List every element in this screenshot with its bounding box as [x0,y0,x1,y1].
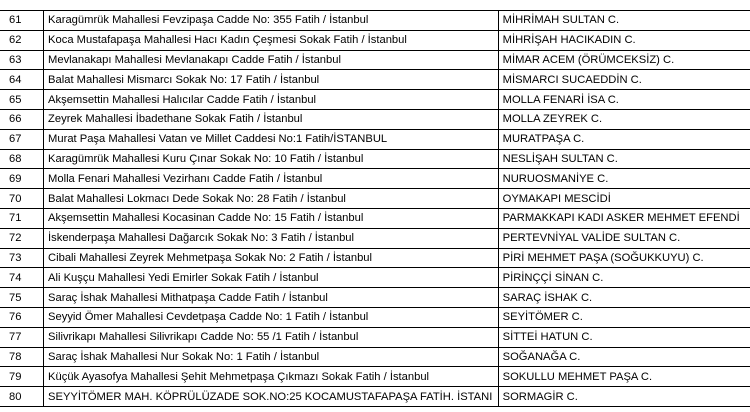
address-cell[interactable]: Murat Paşa Mahallesi Vatan ve Millet Caddesi No:1 Fatih/İSTANBUL [44,129,499,149]
mosque-name-cell[interactable]: MİHRİŞAH HACIKADIN C. [498,30,750,50]
address-cell[interactable]: Silivrikapı Mahallesi Silivrikapı Cadde No: 55 /1 Fatih / İstanbul [44,327,499,347]
table-row[interactable] [0,90,750,110]
address-cell[interactable]: Ali Kuşçu Mahallesi Yedi Emirler Sokak Fatih / İstanbul [44,268,499,288]
address-cell[interactable]: Cibali Mahallesi Zeyrek Mehmetpaşa Sokak No: 2 Fatih / İstanbul [44,248,499,268]
row-number-cell[interactable]: 63 [0,50,44,70]
mosque-name-cell[interactable]: PİRİNÇÇİ SİNAN C. [498,268,750,288]
table-row[interactable] [0,109,750,129]
row-number-cell[interactable]: 69 [0,169,44,189]
mosque-name-cell[interactable]: PERTEVNİYAL VALİDE SULTAN C. [498,228,750,248]
mosque-name-cell[interactable]: NESLİŞAH SULTAN C. [498,149,750,169]
table-row[interactable] [0,387,750,407]
address-cell[interactable]: SEYYİTÖMER MAH. KÖPRÜLÜZADE SOK.NO:25 KOCAMUSTAFAPAŞA FATİH. İSTANI [44,387,499,407]
row-number-cell[interactable]: 78 [0,347,44,367]
table-row[interactable] [0,347,750,367]
address-cell[interactable]: Karagümrük Mahallesi Fevzipaşa Cadde No: 355 Fatih / İstanbul [44,11,499,31]
mosque-name-cell[interactable]: PARMAKKAPI KADI ASKER MEHMET EFENDİ [498,208,750,228]
row-number-cell[interactable]: 67 [0,129,44,149]
address-cell[interactable]: Koca Mustafapaşa Mahallesi Hacı Kadın Çeşmesi Sokak Fatih / İstanbul [44,30,499,50]
address-cell[interactable]: Küçük Ayasofya Mahallesi Şehit Mehmetpaşa Çıkmazı Sokak Fatih / İstanbul [44,367,499,387]
row-number-cell[interactable]: 75 [0,288,44,308]
table-row[interactable] [0,268,750,288]
row-number-cell[interactable]: 71 [0,208,44,228]
row-number-cell[interactable]: 70 [0,189,44,209]
row-number-cell[interactable]: 79 [0,367,44,387]
mosque-name-cell[interactable]: MİHRİMAH SULTAN C. [498,11,750,31]
address-cell[interactable]: Molla Fenari Mahallesi Vezirhanı Cadde Fatih / İstanbul [44,169,499,189]
row-number-cell[interactable]: 64 [0,70,44,90]
mosque-name-cell[interactable]: SOKULLU MEHMET PAŞA C. [498,367,750,387]
row-number-cell[interactable]: 61 [0,11,44,31]
address-cell[interactable]: Mevlanakapı Mahallesi Mevlanakapı Cadde Fatih / İstanbul [44,50,499,70]
mosque-name-cell[interactable]: MOLLA FENARİ İSA C. [498,90,750,110]
mosque-name-cell[interactable]: SOĞANAĞA C. [498,347,750,367]
address-cell[interactable]: Karagümrük Mahallesi Kuru Çınar Sokak No: 10 Fatih / İstanbul [44,149,499,169]
row-number-cell[interactable]: 73 [0,248,44,268]
mosque-name-cell[interactable]: PİRİ MEHMET PAŞA (SOĞUKKUYU) C. [498,248,750,268]
table-row[interactable] [0,70,750,90]
table-row[interactable] [0,50,750,70]
row-number-cell[interactable]: 68 [0,149,44,169]
mosque-name-cell[interactable]: MOLLA ZEYREK C. [498,109,750,129]
row-number-cell[interactable]: 65 [0,90,44,110]
address-cell[interactable]: Balat Mahallesi Mismarcı Sokak No: 17 Fatih / İstanbul [44,70,499,90]
row-number-cell[interactable]: 76 [0,307,44,327]
mosque-name-cell[interactable]: SİTTEİ HATUN C. [498,327,750,347]
row-number-cell[interactable]: 74 [0,268,44,288]
table-row[interactable] [0,189,750,209]
mosque-name-cell[interactable]: SEYİTÖMER C. [498,307,750,327]
address-cell[interactable]: Balat Mahallesi Lokmacı Dede Sokak No: 28 Fatih / İstanbul [44,189,499,209]
table-row[interactable] [0,367,750,387]
address-cell[interactable]: Saraç İshak Mahallesi Nur Sokak No: 1 Fatih / İstanbul [44,347,499,367]
address-cell[interactable]: Akşemsettin Mahallesi Kocasinan Cadde No: 15 Fatih / İstanbul [44,208,499,228]
table-row[interactable] [0,30,750,50]
mosque-name-cell[interactable]: OYMAKAPI MESCİDİ [498,189,750,209]
table-row[interactable] [0,228,750,248]
address-cell[interactable]: Seyyid Ömer Mahallesi Cevdetpaşa Cadde No: 1 Fatih / İstanbul [44,307,499,327]
table-row[interactable] [0,149,750,169]
address-cell[interactable]: Saraç İshak Mahallesi Mithatpaşa Cadde Fatih / İstanbul [44,288,499,308]
row-number-cell[interactable]: 77 [0,327,44,347]
mosque-name-cell[interactable]: MURATPAŞA C. [498,129,750,149]
row-number-cell[interactable]: 72 [0,228,44,248]
table-row[interactable] [0,129,750,149]
address-cell[interactable]: Akşemsettin Mahallesi Halıcılar Cadde Fatih / İstanbul [44,90,499,110]
table-row[interactable] [0,208,750,228]
address-cell[interactable]: Zeyrek Mahallesi İbadethane Sokak Fatih / İstanbul [44,109,499,129]
mosque-name-cell[interactable]: SARAÇ İSHAK C. [498,288,750,308]
table-row[interactable] [0,307,750,327]
mosque-name-cell[interactable]: MİSMARCI SUCAEDDİN C. [498,70,750,90]
table-row[interactable] [0,11,750,31]
table-row[interactable] [0,327,750,347]
table-row[interactable] [0,169,750,189]
table-row[interactable] [0,288,750,308]
row-number-cell[interactable]: 66 [0,109,44,129]
mosque-address-table [0,10,750,407]
mosque-name-cell[interactable]: NURUOSMANİYE C. [498,169,750,189]
address-cell[interactable]: İskenderpaşa Mahallesi Dağarcık Sokak No: 3 Fatih / İstanbul [44,228,499,248]
mosque-name-cell[interactable]: SORMAGİR C. [498,387,750,407]
row-number-cell[interactable]: 62 [0,30,44,50]
table-row[interactable] [0,248,750,268]
row-number-cell[interactable]: 80 [0,387,44,407]
mosque-name-cell[interactable]: MİMAR ACEM (ÖRÜMCEKSİZ) C. [498,50,750,70]
